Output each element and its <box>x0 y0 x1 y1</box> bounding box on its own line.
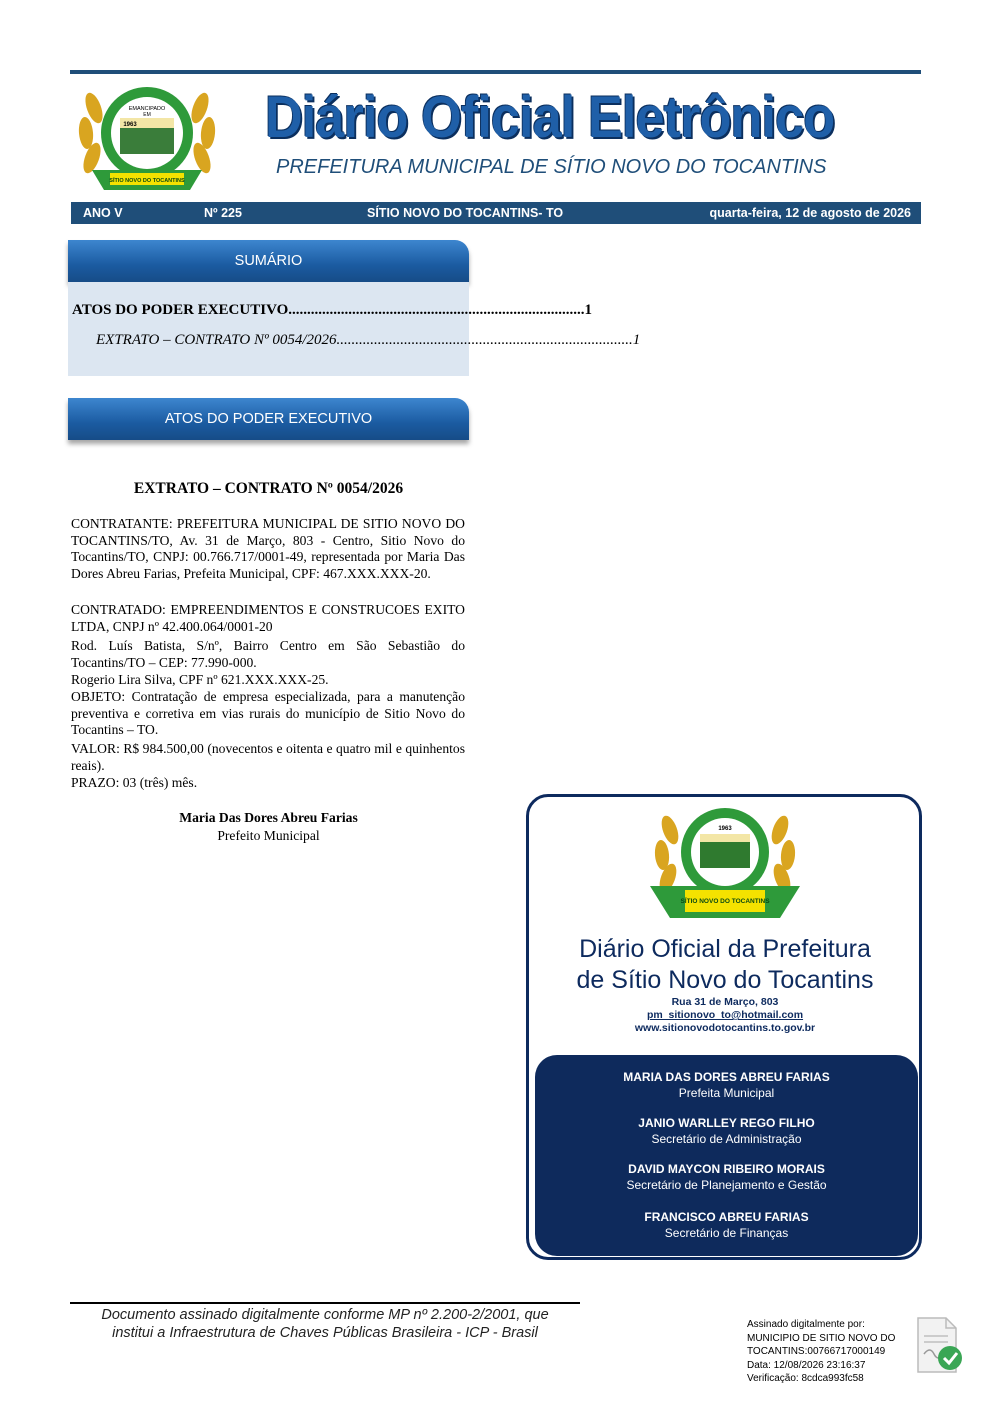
stamp-line: TOCANTINS:00766717000149 <box>747 1346 886 1357</box>
summary-item-label: ATOS DO PODER EXECUTIVO <box>72 302 289 318</box>
stamp-line: Data: 12/08/2026 23:16:37 <box>747 1359 866 1371</box>
summary-box <box>68 282 469 376</box>
panel-email-link[interactable]: pm_sitionovo_to@hotmail.com <box>646 1009 804 1021</box>
contract-valor: VALOR: R$ 984.500,00 (novecentos e oitenta e quatro mil e quinhentos reais). <box>71 741 465 773</box>
summary-item-extrato[interactable] <box>96 332 641 349</box>
section-tab-atos: ATOS DO PODER EXECUTIVO <box>68 398 469 440</box>
official-role: Prefeita Municipal <box>678 1086 775 1100</box>
official-name: JANIO WARLLEY REGO FILHO <box>638 1116 815 1130</box>
panel-address: Rua 31 de Março, 803 <box>671 996 779 1008</box>
official-role: Secretário de Finanças <box>664 1226 789 1240</box>
svg-text:SÍTIO NOVO DO TOCANTINS: SÍTIO NOVO DO TOCANTINS <box>109 178 185 184</box>
edition-year: ANO V <box>83 206 123 220</box>
leader-dots: ............................................................................... <box>288 302 585 318</box>
edition-location: SÍTIO NOVO DO TOCANTINS- TO <box>367 206 564 220</box>
summary-item-atos[interactable] <box>72 302 593 319</box>
summary-item-page: 1 <box>584 302 593 318</box>
contract-objeto: OBJETO: Contratação de empresa especializada, para a manutenção preventiva e corretiva em vias rurais do município de Sitio Novo do Tocantins – TO. <box>71 689 465 737</box>
panel-title-line1: Diário Oficial da Prefeitura <box>579 935 871 963</box>
official-name: DAVID MAYCON RIBEIRO MORAIS <box>628 1162 825 1176</box>
footer-legal-note <box>60 1306 590 1342</box>
svg-text:1963: 1963 <box>718 826 732 832</box>
official-role: Secretário de Administração <box>651 1132 802 1146</box>
summary-tab: SUMÁRIO <box>68 240 469 282</box>
svg-text:EMANCIPADO: EMANCIPADO <box>128 106 166 112</box>
panel-website-link[interactable]: www.sitionovodotocantins.to.gov.br <box>634 1022 816 1034</box>
contract-prazo: PRAZO: 03 (três) mês. <box>71 775 198 790</box>
svg-text:1963: 1963 <box>123 122 137 128</box>
edition-info-bar <box>71 202 921 224</box>
edition-date: quarta-feira, 12 de agosto de 2026 <box>709 206 911 220</box>
masthead-subtitle: PREFEITURA MUNICIPAL DE SÍTIO NOVO DO TOCANTINS <box>276 156 827 178</box>
summary-item-label: EXTRATO – CONTRATO Nº 0054/2026 <box>96 332 337 348</box>
official-name: MARIA DAS DORES ABREU FARIAS <box>623 1070 830 1084</box>
signer-name: Maria Das Dores Abreu Farias <box>179 810 358 825</box>
edition-number: Nº 225 <box>204 206 242 220</box>
contract-contratado: CONTRATADO: EMPREENDIMENTOS E CONSTRUCOES EXITO LTDA, CNPJ nº 42.400.064/0001-20 <box>71 602 465 634</box>
summary-item-page: 1 <box>632 332 641 348</box>
leader-dots: ............................................................................... <box>336 332 633 348</box>
stamp-line: Verificação: 8cdca993fc58 <box>747 1373 864 1384</box>
digital-signature-stamp <box>747 1318 937 1386</box>
footer-rule <box>70 1302 580 1304</box>
signer-role: Prefeito Municipal <box>217 828 320 843</box>
stamp-line: MUNICIPIO DE SITIO NOVO DO <box>747 1332 896 1344</box>
svg-text:SÍTIO NOVO DO TOCANTINS: SÍTIO NOVO DO TOCANTINS <box>680 898 770 905</box>
contract-endereco: Rod. Luís Batista, S/nº, Bairro Centro em São Sebastião do Tocantins/TO – CEP: 77.990-000. <box>71 638 465 670</box>
footer-line1: Documento assinado digitalmente conforme MP nº 2.200-2/2001, que <box>101 1307 549 1323</box>
contract-representante: Rogerio Lira Silva, CPF nº 621.XXX.XXX-25. <box>71 672 329 687</box>
header-top-rule <box>70 70 921 74</box>
municipal-seal-logo <box>72 78 222 198</box>
svg-text:EM: EM <box>143 112 151 118</box>
panel-title <box>530 934 920 996</box>
official-role: Secretário de Planejamento e Gestão <box>626 1178 827 1192</box>
legislative-seal-logo <box>640 800 810 925</box>
stamp-line: Assinado digitalmente por: <box>747 1319 865 1330</box>
masthead-title: Diário Oficial Eletrônico <box>265 85 835 150</box>
footer-line2: institui a Infraestrutura de Chaves Públicas Brasileira - ICP - Brasil <box>112 1325 538 1341</box>
panel-title-line2: de Sítio Novo do Tocantins <box>576 966 874 994</box>
official-name: FRANCISCO ABREU FARIAS <box>644 1210 809 1224</box>
contract-contratante: CONTRATANTE: PREFEITURA MUNICIPAL DE SITIO NOVO DO TOCANTINS/TO, Av. 31 de Março, 803 - Centro, Sitio Novo do Tocantins/TO, CNPJ: 00.766.717/0001-49, representada por Maria Das Dores Abreu Farias, Prefeita Municipal, CPF: 467.XXX.XXX-20. <box>71 516 465 581</box>
contract-title: EXTRATO – CONTRATO Nº 0054/2026 <box>133 480 404 497</box>
